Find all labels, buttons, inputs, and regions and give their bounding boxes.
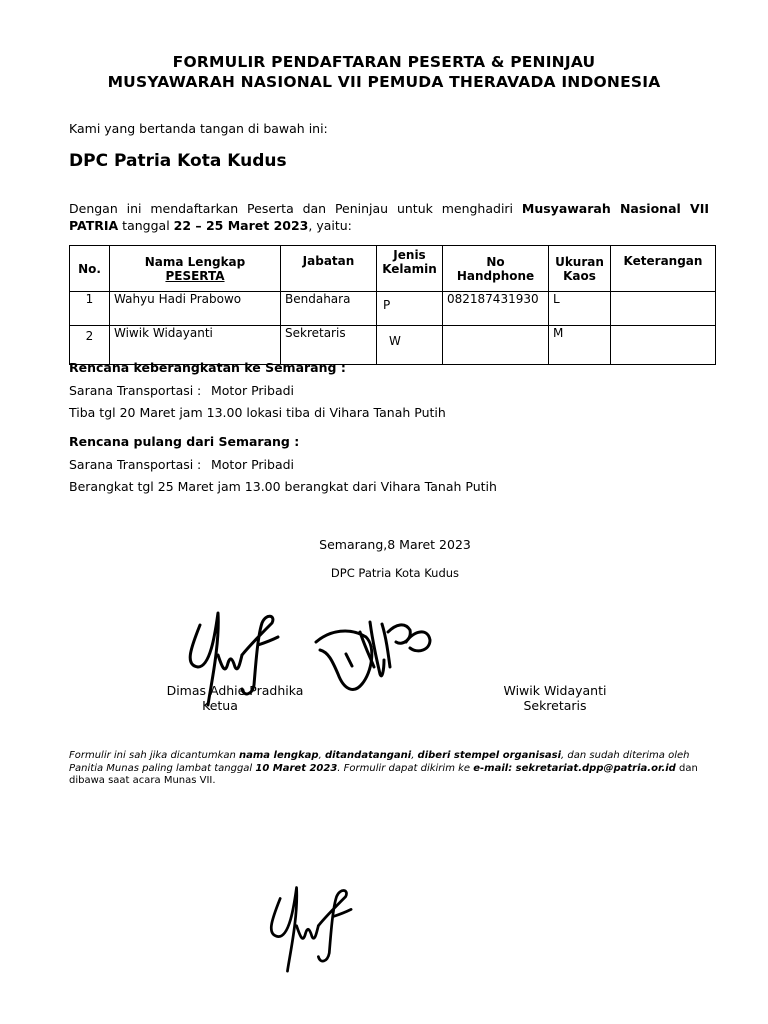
place-date: Semarang,8 Maret 2023: [319, 537, 471, 552]
return-heading: Rencana pulang dari Semarang :: [69, 434, 300, 449]
cell-kaos: M: [549, 326, 611, 365]
header-ukuran-kaos: Ukuran Kaos: [549, 246, 611, 292]
event-dates: 22 – 25 Maret 2023: [173, 217, 309, 233]
signer1-role: Ketua: [202, 698, 238, 713]
header-jenis-kelamin: Jenis Kelamin: [377, 246, 443, 292]
intro-text: Kami yang bertanda tangan di bawah ini:: [69, 121, 328, 136]
departure-heading: Rencana keberangkatan ke Semarang :: [69, 360, 346, 375]
cell-hp: 082187431930: [443, 292, 549, 326]
footer-note: Formulir ini sah jika dicantumkan nama lengkap, ditandatangani, diberi stempel organisasi, dan sudah diterima oleh Panitia Munas paling lambat tanggal 10 Maret 2023. Formulir dapat dikirim ke e-mail: sekretariat.dpp@patria.or.id dan dibawa saat acara Munas VII.: [69, 750, 698, 786]
registration-paragraph: [69, 201, 709, 234]
form-title-line1: FORMULIR PENDAFTARAN PESERTA & PENINJAU: [172, 53, 596, 71]
signature-bottom: [262, 878, 362, 978]
return-detail: Berangkat tgl 25 Maret jam 13.00 berangkat dari Vihara Tanah Putih: [69, 479, 497, 494]
cell-jabatan: Bendahara: [281, 292, 377, 326]
event-name: Musyawarah Nasional VII PATRIA: [69, 201, 709, 233]
cell-keterangan: [611, 292, 716, 326]
cell-kaos: L: [549, 292, 611, 326]
header-nama: Nama Lengkap PESERTA: [110, 246, 281, 292]
cell-no: 1: [70, 292, 110, 326]
table-row: [70, 292, 716, 326]
cell-jenis: P: [377, 292, 443, 326]
registration-text-b: tanggal: [118, 217, 174, 233]
table-header-row: [70, 246, 716, 292]
cell-hp: [443, 326, 549, 365]
signature-sekretaris: [310, 612, 440, 702]
cell-nama: Wahyu Hadi Prabowo: [110, 292, 281, 326]
signer1-name: Dimas Adhie Pradhika: [166, 683, 304, 698]
signer2-role: Sekretaris: [523, 698, 587, 713]
header-keterangan: Keterangan: [611, 246, 716, 292]
cell-keterangan: [611, 326, 716, 365]
header-handphone: No Handphone: [443, 246, 549, 292]
form-title-line2: MUSYAWARAH NASIONAL VII PEMUDA THERAVADA INDONESIA: [107, 73, 661, 91]
registration-text-c: , yaitu:: [308, 217, 352, 233]
cell-jabatan: Sekretaris: [281, 326, 377, 365]
participant-table: [69, 245, 716, 365]
header-no: No.: [70, 246, 110, 292]
table-row: [70, 326, 716, 365]
organization-name: DPC Patria Kota Kudus: [69, 151, 287, 171]
cell-jenis: W: [377, 326, 443, 365]
return-transport: Sarana Transportasi : Motor Pribadi: [69, 457, 295, 472]
signing-org: DPC Patria Kota Kudus: [330, 566, 460, 580]
signer2-name: Wiwik Widayanti: [503, 683, 607, 698]
cell-nama: Wiwik Widayanti: [110, 326, 281, 365]
header-jabatan: Jabatan: [281, 246, 377, 292]
departure-detail: Tiba tgl 20 Maret jam 13.00 lokasi tiba di Vihara Tanah Putih: [69, 405, 446, 420]
cell-no: 2: [70, 326, 110, 365]
departure-transport: Sarana Transportasi : Motor Pribadi: [69, 383, 295, 398]
registration-text-a: Dengan ini mendaftarkan Peserta dan Peninjau untuk menghadiri: [69, 201, 522, 216]
